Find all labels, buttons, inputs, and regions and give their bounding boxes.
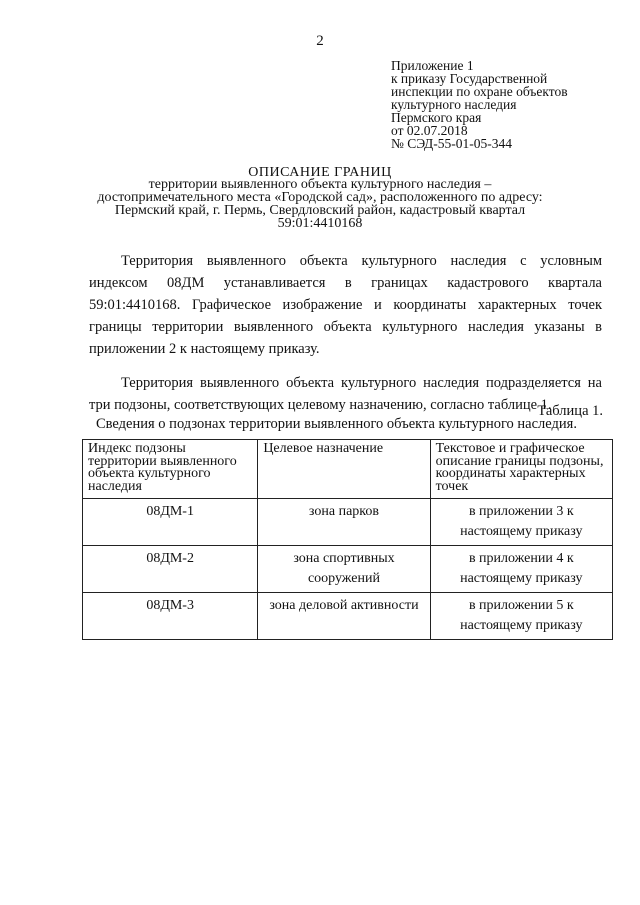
subzones-table — [82, 439, 613, 640]
cell-purpose: зона деловой активности — [258, 593, 430, 640]
subtitle-line: Пермский край, г. Пермь, Свердловский район, кадастровый квартал — [114, 203, 526, 218]
appendix-line: № СЭД-55-01-05-344 — [391, 136, 512, 151]
cell-index: 08ДМ-1 — [83, 499, 258, 546]
subtitle-line: достопримечательного места «Городской сад», расположенного по адресу: — [97, 190, 543, 205]
body-paragraph: Территория выявленного объекта культурного наследия с условным индексом 08ДМ устанавливается в границах кадастрового квартала 59:01:4410168. Графическое изображение и координаты характерных точек границы территории выявленного объекта культурного наследия указаны в приложении 2 к настоящему приказу. — [89, 253, 602, 357]
appendix-line: Приложение 1 — [391, 58, 474, 73]
table-caption: Сведения о подзонах территории выявленного объекта культурного наследия. — [96, 416, 577, 432]
document-title: ОПИСАНИЕ ГРАНИЦ — [248, 165, 392, 180]
appendix-reference — [391, 59, 631, 150]
cell-index: 08ДМ-2 — [83, 546, 258, 593]
subtitle-line: территории выявленного объекта культурного наследия – — [148, 177, 492, 192]
appendix-line: к приказу Государственной — [391, 71, 548, 86]
header-description: Текстовое и графическое описание границы подзоны, координаты характерных точек — [430, 440, 612, 499]
appendix-line: культурного наследия — [391, 97, 517, 112]
header-purpose: Целевое назначение — [258, 440, 430, 499]
subtitle-line: 59:01:4410168 — [277, 216, 363, 231]
body-paragraph: Территория выявленного объекта культурного наследия подразделяется на три подзоны, соответствующих целевому назначению, согласно таблице 1. — [89, 375, 602, 413]
document-subtitle — [60, 178, 580, 230]
table-row — [83, 593, 613, 640]
table-row — [83, 546, 613, 593]
appendix-line: Пермского края — [391, 110, 482, 125]
table-header-row — [83, 440, 613, 499]
page-number: 2 — [316, 33, 324, 49]
cell-index: 08ДМ-3 — [83, 593, 258, 640]
cell-description: в приложении 4 к настоящему приказу — [430, 546, 612, 593]
appendix-line: от 02.07.2018 — [391, 123, 468, 138]
cell-description: в приложении 5 к настоящему приказу — [430, 593, 612, 640]
cell-purpose: зона парков — [258, 499, 430, 546]
cell-description: в приложении 3 к настоящему приказу — [430, 499, 612, 546]
appendix-line: инспекции по охране объектов — [391, 84, 568, 99]
cell-purpose: зона спортивных сооружений — [258, 546, 430, 593]
header-index: Индекс подзоны территории выявленного объекта культурного наследия — [83, 440, 258, 499]
table-label: Таблица 1. — [537, 403, 603, 419]
table-row — [83, 499, 613, 546]
